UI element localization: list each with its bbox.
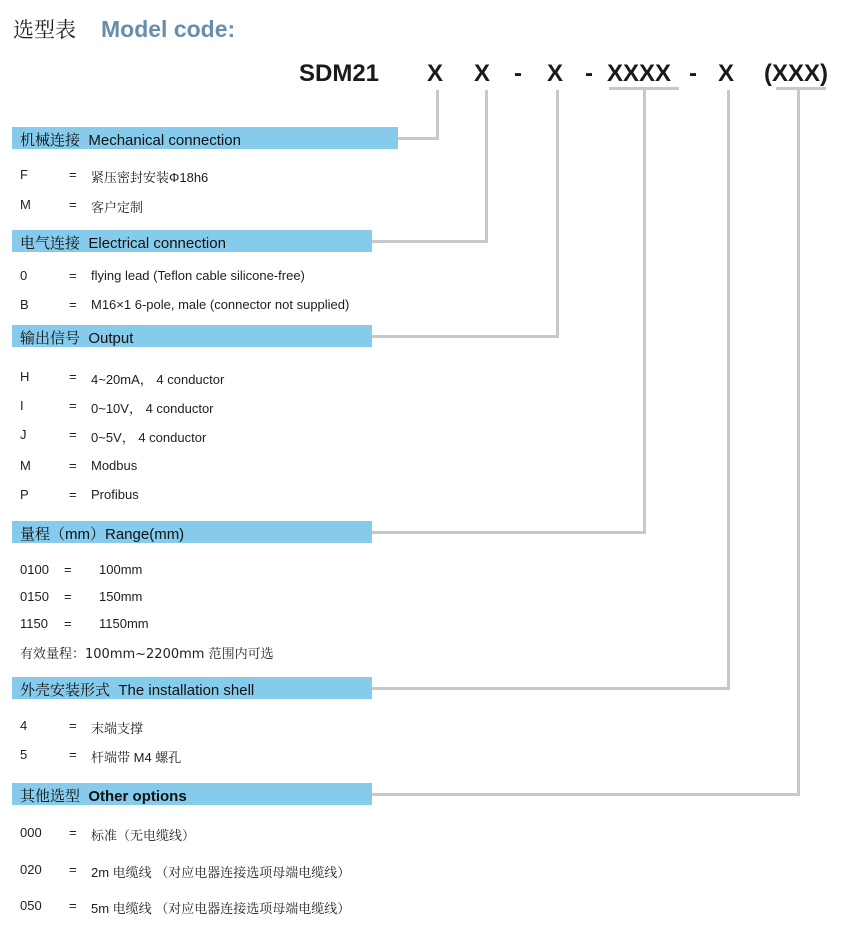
section-header-electrical xyxy=(12,230,372,252)
section-header-other xyxy=(12,783,372,805)
range-note: 有效量程：100mm~2200mm 范围内可选 xyxy=(20,647,274,662)
section-title-en: Other options xyxy=(88,788,187,805)
section-title-en: Output xyxy=(88,330,134,347)
section-title-zh: 机械连接 xyxy=(20,132,81,149)
page-title-zh: 选型表 xyxy=(13,18,76,42)
section-title-en: Electrical connection xyxy=(88,235,226,252)
code-slot-mechanical: X xyxy=(427,60,444,87)
section-title-zh: 外壳安装形式 xyxy=(20,682,111,699)
section-title-zh: 电气连接 xyxy=(20,235,81,252)
section-header-range xyxy=(12,521,372,543)
page-title-en: Model code: xyxy=(101,16,236,42)
code-dash-1: - xyxy=(514,60,522,87)
code-slot-shell: X xyxy=(718,60,735,87)
code-slot-output: X xyxy=(547,60,564,87)
code-prefix: SDM21 xyxy=(299,60,380,87)
section-title-zh: 输出信号 xyxy=(20,330,81,347)
code-slot-other: (XXX) xyxy=(764,60,829,87)
code-slot-electrical: X xyxy=(474,60,491,87)
section-title-en: The installation shell xyxy=(118,682,255,699)
section-title-zh: 量程（mm） xyxy=(20,526,105,543)
section-header-shell xyxy=(12,677,372,699)
section-title-en: Range(mm) xyxy=(105,526,185,543)
code-slot-range: XXXX xyxy=(607,60,672,87)
section-header-mechanical xyxy=(12,127,398,149)
section-title-zh: 其他选型 xyxy=(20,788,81,805)
section-title-en: Mechanical connection xyxy=(88,132,241,149)
code-dash-2: - xyxy=(585,60,593,87)
section-header-output xyxy=(12,325,372,347)
code-dash-3: - xyxy=(689,60,697,87)
